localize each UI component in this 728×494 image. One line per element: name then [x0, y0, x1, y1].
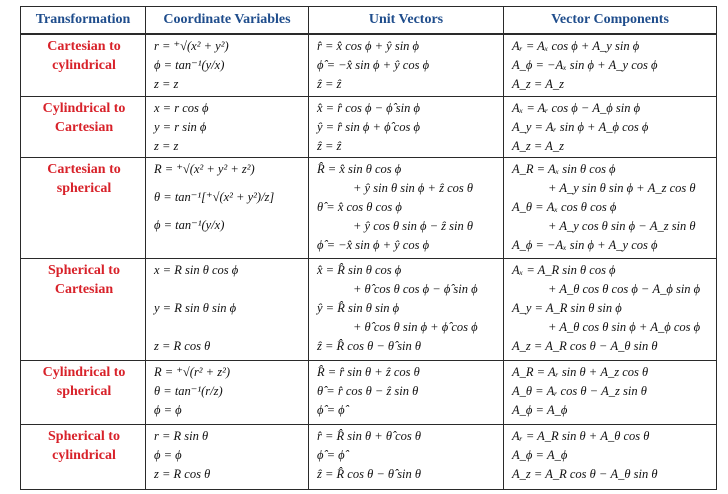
coordinate-variables-cell [146, 360, 309, 425]
label-line: cylindrical [52, 448, 116, 464]
label-line: Cartesian [54, 282, 114, 298]
formula-line: A_ϕ = A_ϕ [512, 402, 568, 417]
label-line: Cartesian to [47, 39, 121, 54]
formula-line: x̂ = R̂ sin θ cos ϕ [317, 263, 402, 278]
table-row [21, 34, 717, 96]
vector-components-cell [504, 158, 717, 259]
formula-line: A_ϕ = A_ϕ [512, 448, 568, 463]
formula-line: Aᵣ = A_R sin θ + A_θ cos θ [512, 429, 650, 444]
formula-line: r̂ = x̂ cos ϕ + ŷ sin ϕ [317, 39, 420, 53]
formula-line: ϕ = tan⁻¹(y/x) [154, 58, 225, 72]
formula-line: + ŷ sin θ sin ϕ + ẑ cos θ [353, 181, 473, 196]
label-line: Cylindrical to [42, 100, 126, 116]
label-line: Cartesian [54, 119, 114, 135]
unit-vectors-cell [309, 425, 504, 490]
formula-line: ẑ = R̂ cos θ − θ̂ sin θ [317, 467, 422, 482]
formula-line: z = R cos θ [154, 339, 211, 354]
coordinate-variables-cell [146, 96, 309, 158]
formula-line: ϕ̂ = ϕ̂ [317, 402, 345, 417]
formula-line: z = z [154, 77, 179, 91]
coordinate-variables-cell [146, 158, 309, 259]
formula-line: z = z [154, 138, 179, 153]
formula-line: A_θ = Aᵣ cos θ − A_z sin θ [512, 383, 647, 398]
coordinate-conversion-table [20, 6, 717, 490]
label-line: cylindrical [52, 58, 116, 73]
formula-line: θ = tan⁻¹(r/z) [154, 383, 223, 398]
formula-line: ϕ̂ = −x̂ sin ϕ + ŷ cos ϕ [317, 58, 430, 72]
formula-line: + A_y cos θ sin ϕ − A_z sin θ [548, 219, 696, 234]
formula-line: A_z = A_z [512, 77, 564, 91]
formula-line: R̂ = x̂ sin θ cos ϕ [317, 162, 402, 177]
formula-line: x̂ = r̂ cos ϕ − ϕ̂ sin ϕ [317, 100, 420, 115]
header-row [21, 7, 717, 35]
coordinate-variables-cell [146, 259, 309, 360]
formula-line: r = ⁺√(x² + y²) [154, 39, 229, 53]
transformation-label [21, 34, 146, 96]
formula-line: A_θ = Aₓ cos θ cos ϕ [512, 200, 617, 215]
table-row [21, 158, 717, 259]
formula-line: ŷ = R̂ sin θ sin ϕ [317, 301, 400, 316]
label-line: Spherical to [48, 263, 120, 279]
unit-vectors-cell [309, 360, 504, 425]
transformation-label [21, 158, 146, 259]
transformation-label [21, 259, 146, 360]
formula-line: θ̂ = r̂ cos θ − ẑ sin θ [317, 383, 419, 398]
formula-line: y = r sin ϕ [154, 119, 207, 134]
formula-line: θ̂ = x̂ cos θ cos ϕ [317, 200, 402, 215]
unit-vectors-cell [309, 259, 504, 360]
coordinate-variables-cell [146, 425, 309, 490]
formula-line: A_R = Aᵣ sin θ + A_z cos θ [512, 364, 649, 379]
formula-line: R̂ = r̂ sin θ + ẑ cos θ [317, 364, 420, 379]
formula-line: ϕ = tan⁻¹(y/x) [154, 218, 225, 233]
unit-vectors-cell [309, 34, 504, 96]
formula-line: ϕ̂ = ϕ̂ [317, 448, 345, 463]
formula-line: A_ϕ = −Aₓ sin ϕ + A_y cos ϕ [512, 58, 658, 72]
formula-line: + A_θ cos θ cos ϕ − A_ϕ sin ϕ [548, 282, 701, 297]
label-line: spherical [56, 383, 112, 399]
formula-line: ϕ = ϕ [154, 448, 182, 463]
formula-line: A_ϕ = −Aₓ sin ϕ + A_y cos ϕ [512, 238, 658, 253]
formula-line: Aₓ = A_R sin θ cos ϕ [512, 263, 616, 278]
transformation-label [21, 96, 146, 158]
formula-line: A_y = Aᵣ sin ϕ + A_ϕ cos ϕ [512, 119, 649, 134]
formula-line: x = r cos ϕ [154, 100, 209, 115]
formula-line: + θ̂ cos θ cos ϕ − ϕ̂ sin ϕ [353, 282, 478, 297]
formula-line: R = ⁺√(r² + z²) [154, 364, 231, 379]
formula-line: r̂ = R̂ sin θ + θ̂ cos θ [317, 429, 422, 444]
formula-line: θ = tan⁻¹[⁺√(x² + y²)/z] [154, 190, 275, 205]
formula-line: y = R sin θ sin ϕ [154, 301, 237, 316]
unit-vectors-cell [309, 158, 504, 259]
formula-line: r = R sin θ [154, 429, 209, 444]
header-vector-components: Vector Components [504, 7, 717, 35]
transformation-label [21, 360, 146, 425]
formula-line: R = ⁺√(x² + y² + z²) [154, 162, 255, 177]
formula-line: A_y = A_R sin θ sin ϕ [512, 301, 622, 316]
label-line: Cylindrical to [42, 364, 126, 380]
formula-line: ẑ = ẑ [317, 138, 342, 153]
vector-components-cell [504, 96, 717, 158]
formula-line: A_R = Aₓ sin θ cos ϕ [512, 162, 616, 177]
vector-components-cell [504, 259, 717, 360]
formula-line: ẑ = R̂ cos θ − θ̂ sin θ [317, 339, 422, 354]
formula-line: A_z = A_z [512, 138, 564, 153]
formula-line: Aₓ = Aᵣ cos ϕ − A_ϕ sin ϕ [512, 100, 641, 115]
transformation-label [21, 425, 146, 490]
table-row [21, 96, 717, 158]
label-line: Spherical to [48, 429, 120, 445]
formula-line: ϕ̂ = −x̂ sin ϕ + ŷ cos ϕ [317, 238, 430, 253]
table-row [21, 425, 717, 490]
label-line: Cartesian to [47, 162, 121, 178]
formula-line: x = R sin θ cos ϕ [154, 263, 239, 278]
header-coordinate-variables: Coordinate Variables [146, 7, 309, 35]
vector-components-cell [504, 34, 717, 96]
vector-components-cell [504, 425, 717, 490]
header-unit-vectors: Unit Vectors [309, 7, 504, 35]
formula-line: + A_θ cos θ sin ϕ + A_ϕ cos ϕ [548, 320, 701, 335]
formula-line: A_z = A_R cos θ − A_θ sin θ [512, 467, 658, 482]
formula-line: + ŷ cos θ sin ϕ − ẑ sin θ [353, 219, 473, 234]
header-transformation: Transformation [21, 7, 146, 35]
formula-line: + θ̂ cos θ sin ϕ + ϕ̂ cos ϕ [353, 320, 478, 335]
formula-line: + A_y sin θ sin ϕ + A_z cos θ [548, 181, 696, 196]
formula-line: Aᵣ = Aₓ cos ϕ + A_y sin ϕ [512, 39, 640, 53]
label-line: spherical [56, 181, 112, 197]
formula-line: ŷ = r̂ sin ϕ + ϕ̂ cos ϕ [317, 119, 420, 134]
formula-line: z = R cos θ [154, 467, 211, 482]
table-row [21, 259, 717, 360]
coordinate-variables-cell [146, 34, 309, 96]
table-row [21, 360, 717, 425]
formula-line: ẑ = ẑ [317, 77, 342, 91]
formula-line: ϕ = ϕ [154, 402, 182, 417]
formula-line: A_z = A_R cos θ − A_θ sin θ [512, 339, 658, 354]
unit-vectors-cell [309, 96, 504, 158]
vector-components-cell [504, 360, 717, 425]
